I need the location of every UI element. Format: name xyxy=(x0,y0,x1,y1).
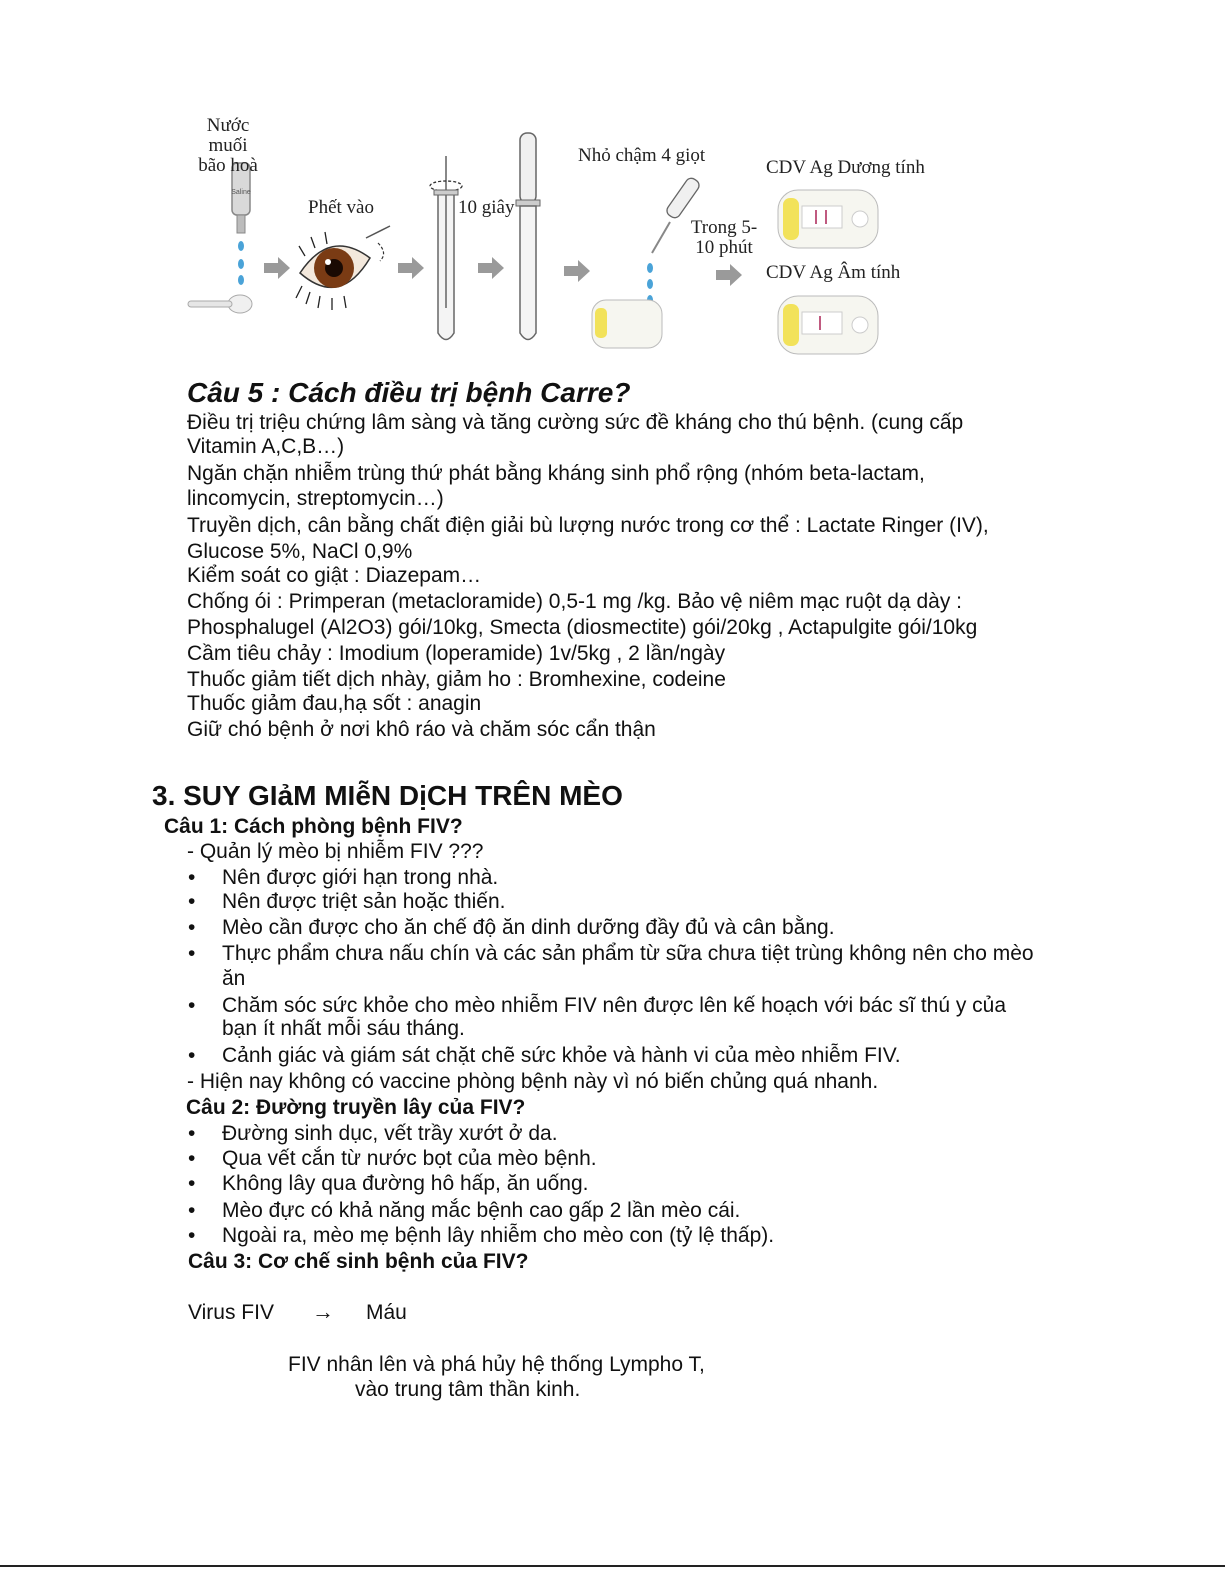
q2-heading: Câu 2: Đường truyền lây của FIV? xyxy=(186,1096,526,1119)
positive-test-kit-icon xyxy=(778,190,878,248)
bullet-icon: • xyxy=(188,890,196,913)
dropper-tube-icon xyxy=(516,133,540,340)
label-swab: Phết vào xyxy=(308,197,374,218)
bullet-icon: • xyxy=(188,994,196,1017)
q1-heading: Câu 1: Cách phòng bệnh FIV? xyxy=(164,815,463,838)
cau5-line: Thuốc giảm tiết dịch nhày, giảm ho : Bromhexine, codeine xyxy=(187,668,726,691)
cau5-line: Điều trị triệu chứng lâm sàng và tăng cường sức đề kháng cho thú bệnh. (cung cấp xyxy=(187,411,964,434)
label-negative: CDV Ag Âm tính xyxy=(766,262,901,283)
list-item: Nên được giới hạn trong nhà. xyxy=(222,866,499,889)
arrow-icon xyxy=(564,260,590,282)
list-item-continuation: ăn xyxy=(222,967,246,990)
cau5-line: Chống ói : Primperan (metacloramide) 0,5-1 mg /kg. Bảo vệ niêm mạc ruột dạ dày : xyxy=(187,590,963,613)
list-item: Cảnh giác và giám sát chặt chẽ sức khỏe và hành vi của mèo nhiễm FIV. xyxy=(222,1044,901,1067)
list-item: Qua vết cắn từ nước bọt của mèo bệnh. xyxy=(222,1147,597,1170)
procedure-illustration xyxy=(180,108,910,370)
cau5-heading: Câu 5 : Cách điều trị bệnh Carre? xyxy=(187,377,631,408)
bullet-icon: • xyxy=(188,1199,196,1222)
cau5-line: Phosphalugel (Al2O3) gói/10kg, Smecta (diosmectite) gói/20kg , Actapulgite gói/10kg xyxy=(187,616,978,639)
label-wait: Trong 5-10 phút xyxy=(690,217,758,258)
cdv-test-procedure-figure xyxy=(180,108,925,370)
bullet-icon: • xyxy=(188,1044,196,1067)
cau5-line: lincomycin, streptomycin…) xyxy=(187,487,444,510)
arrow-icon xyxy=(478,257,504,279)
label-positive: CDV Ag Dương tính xyxy=(766,157,925,178)
label-saline: Nước muối bão hoà xyxy=(198,115,258,176)
bullet-icon: • xyxy=(188,1224,196,1247)
cau5-line: Cầm tiêu chảy : Imodium (loperamide) 1v/5kg , 2 lần/ngày xyxy=(187,642,726,665)
flow-target: Máu xyxy=(366,1301,407,1324)
cau5-line: Ngăn chặn nhiễm trùng thứ phát bằng kháng sinh phổ rộng (nhóm beta-lactam, xyxy=(187,462,925,485)
page-bottom-rule xyxy=(0,1565,1225,1567)
bullet-icon: • xyxy=(188,942,196,965)
cau5-line: Truyền dịch, cân bằng chất điện giải bù lượng nước trong cơ thể : Lactate Ringer (IV), xyxy=(187,514,989,537)
list-item: Thực phẩm chưa nấu chín và các sản phẩm từ sữa chưa tiệt trùng không nên cho mèo xyxy=(222,942,1034,965)
q3-text-line: FIV nhân lên và phá hủy hệ thống Lympho T, xyxy=(288,1353,705,1376)
cau5-line: Thuốc giảm đau,hạ sốt : anagin xyxy=(187,692,482,715)
svg-text:Saline: Saline xyxy=(231,189,251,196)
q3-heading: Câu 3: Cơ chế sinh bệnh của FIV? xyxy=(188,1250,529,1273)
list-item-continuation: bạn ít nhất mỗi sáu tháng. xyxy=(222,1017,465,1040)
bullet-icon: • xyxy=(188,1122,196,1145)
dropper-test-kit-icon xyxy=(592,176,701,348)
bullet-icon: • xyxy=(188,916,196,939)
arrow-icon xyxy=(264,257,290,279)
list-item: Nên được triệt sản hoặc thiến. xyxy=(222,890,506,913)
label-seconds: 10 giây xyxy=(458,197,515,218)
q1-intro: - Quản lý mèo bị nhiễm FIV ??? xyxy=(187,840,484,863)
bullet-icon: • xyxy=(188,1147,196,1170)
cau5-line: Giữ chó bệnh ở nơi khô ráo và chăm sóc cẩn thận xyxy=(187,718,656,741)
label-drops: Nhỏ chậm 4 giọt xyxy=(578,145,706,166)
cau5-line: Vitamin A,C,B…) xyxy=(187,435,345,458)
negative-test-kit-icon xyxy=(778,296,878,354)
test-tube-icon xyxy=(430,156,462,340)
bullet-icon: • xyxy=(188,1172,196,1195)
list-item: Ngoài ra, mèo mẹ bệnh lây nhiễm cho mèo con (tỷ lệ thấp). xyxy=(222,1224,775,1247)
list-item: Không lây qua đường hô hấp, ăn uống. xyxy=(222,1172,589,1195)
bullet-icon: • xyxy=(188,866,196,889)
q3-text-line: vào trung tâm thần kinh. xyxy=(355,1378,581,1401)
eye-swab-icon xyxy=(296,226,390,310)
list-item: Mèo cần được cho ăn chế độ ăn dinh dưỡng đầy đủ và cân bằng. xyxy=(222,916,835,939)
list-item: Mèo đực có khả năng mắc bệnh cao gấp 2 lần mèo cái. xyxy=(222,1199,741,1222)
arrow-icon xyxy=(398,257,424,279)
cau5-line: Kiểm soát co giật : Diazepam… xyxy=(187,564,482,587)
section3-heading: 3. SUY GIảM MIễN DịCH TRÊN MÈO xyxy=(152,780,623,811)
list-item: Chăm sóc sức khỏe cho mèo nhiễm FIV nên được lên kế hoạch với bác sĩ thú y của xyxy=(222,994,1007,1017)
cau5-line: Glucose 5%, NaCl 0,9% xyxy=(187,540,413,563)
arrow-icon xyxy=(716,264,742,286)
arrow-right-icon: → xyxy=(312,1299,334,1324)
flow-source: Virus FIV xyxy=(188,1301,274,1324)
saline-bottle-icon xyxy=(188,163,252,313)
q1-outro: - Hiện nay không có vaccine phòng bệnh này vì nó biến chủng quá nhanh. xyxy=(187,1070,879,1093)
list-item: Đường sinh dục, vết trầy xướt ở da. xyxy=(222,1122,558,1145)
